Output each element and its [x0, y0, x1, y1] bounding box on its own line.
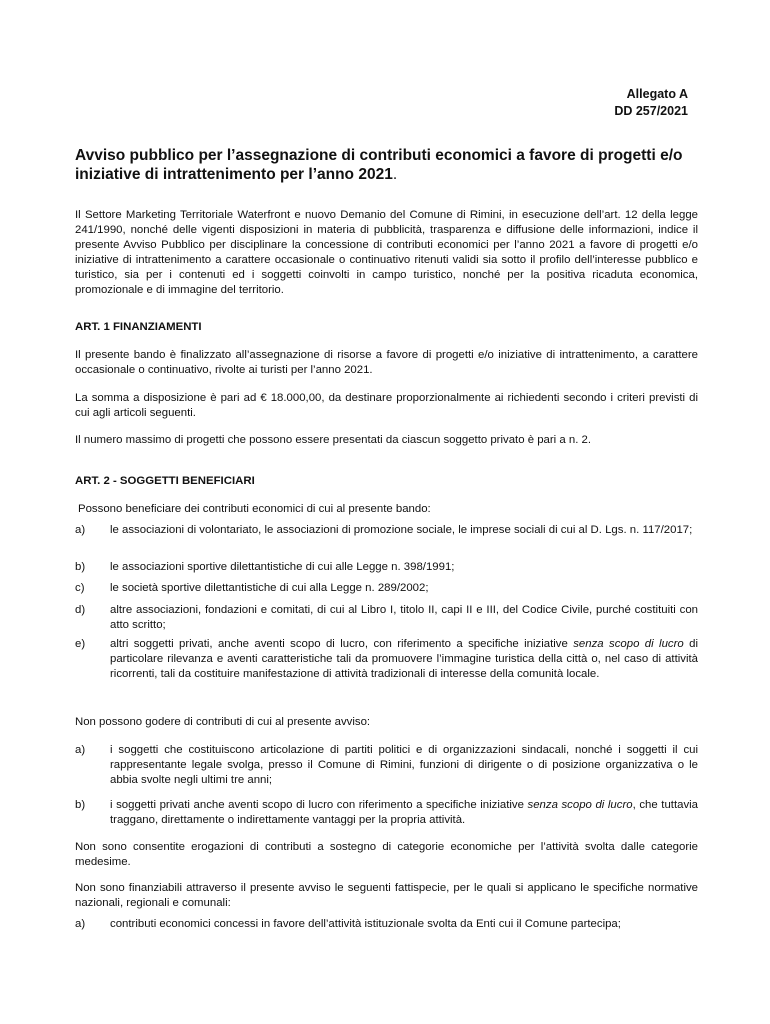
art1-paragraph-1: Il presente bando è finalizzato all’assegnazione di risorse a favore di progetti e/o iniziative di intrattenimento, a carattere occasionale o continuativo, rivolte ai turisti per l’anno 2021.	[75, 349, 698, 376]
list-marker: c)	[75, 582, 85, 594]
art1-heading: ART. 1 FINANZIAMENTI	[75, 321, 202, 333]
list-marker: a)	[75, 744, 86, 756]
list-text: le associazioni sportive dilettantistiche di cui alle Legge n. 398/1991;	[110, 561, 455, 573]
list-text-post: , che tuttavia traggano, direttamente o indirettamente vantaggi per la propria attività.	[110, 799, 698, 826]
list-text: altre associazioni, fondazioni e comitati, di cui al Libro I, titolo II, capi II e III, del Codice Civile, purché costituiti con atto scritto;	[110, 604, 698, 631]
list-text: le associazioni di volontariato, le associazioni di promozione sociale, le imprese sociali di cui al D. Lgs. n. 117/2017;	[110, 524, 693, 536]
list-text: i soggetti che costituiscono articolazione di partiti politici e di organizzazioni sindacali, nonché i soggetti il cui rappresentante legale svolga, presso il Comune di Rimini, funzioni di dirigente o di posizione organizzativa o le abbia svolte negli ultimi tre anni;	[110, 744, 698, 786]
art1-paragraph-3: Il numero massimo di progetti che possono essere presentati da ciascun soggetto privato è pari a n. 2.	[75, 434, 592, 446]
annex-label: Allegato A	[626, 87, 688, 101]
document-title	[75, 146, 700, 184]
not-eligible-intro: Non possono godere di contributi di cui al presente avviso:	[75, 716, 371, 728]
list-text-emphasis: senza scopo di lucro	[527, 799, 633, 811]
not-financeable-intro: Non sono finanziabili attraverso il presente avviso le seguenti fattispecie, per le quali si applicano le specifiche normative nazionali, regionali e comunali:	[75, 882, 698, 909]
list-text-emphasis: senza scopo di lucro	[573, 638, 684, 650]
list-marker: a)	[75, 524, 86, 536]
intro-paragraph: Il Settore Marketing Territoriale Waterfront e nuovo Demanio del Comune di Rimini, in esecuzione dell’art. 12 della legge 241/1990, nonché delle vigenti disposizioni in materia di pubblicità, trasparenza e diffusione delle informazioni, indice il presente Avviso Pubblico per disciplinare la concessione di contributi economici per l’anno 2021 a favore di progetti e/o iniziative di intrattenimento a carattere occasionale o continuativo ritenuti validi sia sotto il profilo dell’interesse pubblico e turistico, sia per i contenuti ed i soggetti coinvolti in campo turistico, nonché per la positiva ricaduta economica, promozionale e di immagine del territorio.	[75, 209, 698, 296]
art1-paragraph-2: La somma a disposizione è pari ad € 18.000,00, da destinare proporzionalmente ai richiedenti secondo i criteri previsti di cui agli articoli seguenti.	[75, 392, 698, 419]
list-marker: b)	[75, 561, 86, 573]
list-marker: b)	[75, 799, 86, 811]
list-text-post: di particolare rilevanza e aventi caratteristiche tali da promuovere l’immagine turistica della città o, nel caso di attività ricorrenti, tali da costituire manifestazione di attività tradizionali di interesse della comunità locale.	[110, 638, 699, 680]
list-text: contributi economici concessi in favore dell’attività istituzionale svolta da Enti cui il Comune partecipa;	[110, 918, 621, 930]
list-text	[110, 798, 698, 828]
art2-heading: ART. 2 - SOGGETTI BENEFICIARI	[75, 475, 255, 487]
list-text	[110, 637, 698, 682]
title-text: Avviso pubblico per l’assegnazione di contributi economici a favore di progetti e/o iniziative di intrattenimento per l’anno 2021	[75, 147, 683, 183]
list-text-pre: altri soggetti privati, anche aventi scopo di lucro, con riferimento a specifiche iniziative	[110, 638, 574, 650]
list-text: le società sportive dilettantistiche di cui alla Legge n. 289/2002;	[110, 582, 429, 594]
title-dot: .	[392, 166, 398, 183]
list-marker: a)	[75, 918, 86, 930]
list-marker: d)	[75, 604, 86, 616]
art2-intro: Possono beneficiare dei contributi economici di cui al presente bando:	[78, 503, 431, 515]
annex-reference	[614, 86, 688, 120]
list-marker: e)	[75, 638, 86, 650]
list-text-pre: i soggetti privati anche aventi scopo di lucro con riferimento a specifiche iniziative	[110, 799, 528, 811]
determination-number: DD 257/2021	[614, 104, 688, 118]
no-support-paragraph: Non sono consentite erogazioni di contributi a sostegno di categorie economiche per l’attività svolta dalle categorie medesime.	[75, 841, 698, 868]
